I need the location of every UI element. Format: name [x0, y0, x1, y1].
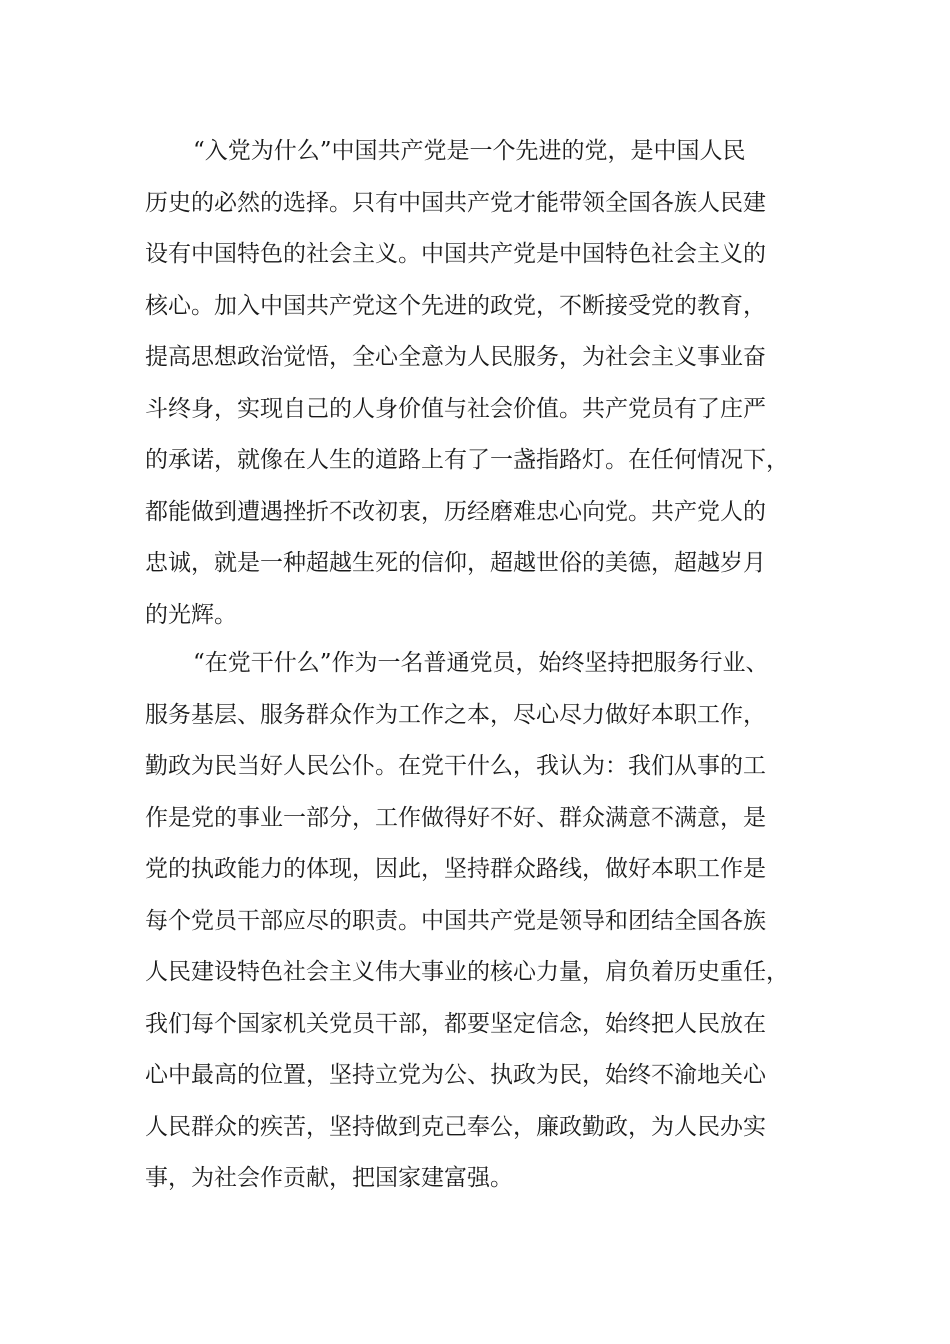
paragraph-why-join-party: [145, 126, 805, 641]
text-line: 提高思想政治觉悟，全心全意为人民服务，为社会主义事业奋: [145, 344, 766, 370]
text-line: 党的执政能力的体现，因此，坚持群众路线，做好本职工作是: [145, 856, 766, 882]
text-line: 设有中国特色的社会主义。中国共产党是中国特色社会主义的: [145, 241, 766, 267]
text-line: 忠诚，就是一种超越生死的信仰，超越世俗的美德，超越岁月: [145, 550, 766, 576]
text-line: 人民群众的疾苦，坚持做到克己奉公，廉政勤政，为人民办实: [145, 1113, 766, 1140]
text-line: “在党干什么”作为一名普通党员，始终坚持把服务行业、: [193, 650, 769, 676]
text-line: 都能做到遭遇挫折不改初衷，历经磨难忠心向党。共产党人的: [145, 498, 766, 525]
text-line: 我们每个国家机关党员干部，都要坚定信念，始终把人民放在: [145, 1010, 766, 1037]
text-line: 的承诺，就像在人生的道路上有了一盏指路灯。在任何情况下，: [145, 447, 789, 473]
text-line: 斗终身，实现自己的人身价值与社会价值。共产党员有了庄严: [145, 395, 766, 422]
text-line: 事，为社会作贡献，把国家建富强。: [145, 1165, 513, 1191]
text-line: 历史的必然的选择。只有中国共产党才能带领全国各族人民建: [145, 189, 766, 216]
text-line: 每个党员干部应尽的职责。中国共产党是领导和团结全国各族: [145, 907, 766, 934]
text-line: 勤政为民当好人民公仆。在党干什么，我认为：我们从事的工: [145, 753, 766, 779]
text-line: 服务基层、服务群众作为工作之本，尽心尽力做好本职工作，: [145, 701, 766, 728]
paragraph-what-to-do-in-party: [145, 638, 805, 1205]
text-line: “入党为什么”中国共产党是一个先进的党，是中国人民: [193, 138, 746, 164]
text-line: 的光辉。: [145, 601, 237, 628]
text-line: 心中最高的位置，坚持立党为公、执政为民，始终不渝地关心: [145, 1062, 766, 1088]
text-line: 核心。加入中国共产党这个先进的政党，不断接受党的教育，: [145, 292, 766, 319]
text-line: 作是党的事业一部分，工作做得好不好、群众满意不满意，是: [145, 804, 766, 831]
text-line: 人民建设特色社会主义伟大事业的核心力量，肩负着历史重任，: [145, 959, 789, 985]
